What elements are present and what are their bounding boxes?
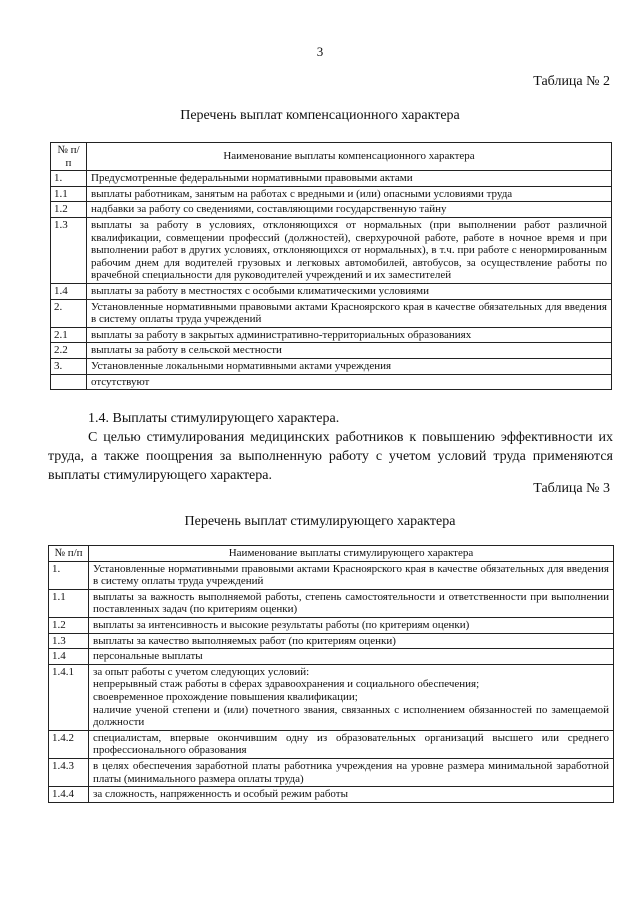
- row-text: выплаты за работу в сельской местности: [87, 343, 612, 359]
- table-stimulating: [48, 545, 614, 803]
- header-name: Наименование выплаты стимулирующего характера: [89, 546, 614, 562]
- table-row: [51, 358, 612, 374]
- row-text: выплаты за работу в местностях с особыми климатическими условиями: [87, 283, 612, 299]
- table-row: [51, 171, 612, 187]
- header-num: № п/п: [49, 546, 89, 562]
- row-num: 1.2: [49, 617, 89, 633]
- header-num: № п/п: [51, 143, 87, 171]
- table-row: [49, 664, 614, 730]
- table-row: [49, 589, 614, 617]
- row-line: за опыт работы с учетом следующих условий:: [93, 665, 310, 678]
- row-text: Установленные нормативными правовыми актами Красноярского края в качестве обязательных для введения в систему оплаты труда учреждений: [89, 561, 614, 589]
- row-num: 3.: [51, 358, 87, 374]
- row-text: выплаты за работу в закрытых административно-территориальных образованиях: [87, 327, 612, 343]
- row-line: непрерывный стаж работы в сферах здравоохранения и социального обеспечения;: [93, 678, 480, 691]
- row-num: 1.2: [51, 202, 87, 218]
- page-number: 3: [316, 44, 324, 59]
- table-row: [49, 787, 614, 803]
- row-line: наличие ученой степени и (или) почетного звания, связанных с исполнением обязанностей по замещаемой должности: [93, 703, 609, 729]
- row-num: 1.1: [49, 589, 89, 617]
- row-line: своевременное прохождение повышения квалификации;: [93, 690, 358, 703]
- table-row: [51, 186, 612, 202]
- table-row: [49, 730, 614, 758]
- table-row: [49, 758, 614, 786]
- row-num: 2.1: [51, 327, 87, 343]
- table3-title: Перечень выплат стимулирующего характера: [184, 514, 456, 529]
- row-text: Предусмотренные федеральными нормативными правовыми актами: [87, 171, 612, 187]
- section-paragraph: С целью стимулирования медицинских работников к повышению эффективности их труда, а также поощрения за выполненную работу с учетом условий труда применяются выплаты стимулирующего характера.: [48, 430, 613, 483]
- row-num: 2.2: [51, 343, 87, 359]
- row-num: 1.: [49, 561, 89, 589]
- section-heading: 1.4. Выплаты стимулирующего характера.: [88, 411, 340, 426]
- table2-label: Таблица № 2: [533, 74, 610, 89]
- row-text: выплаты за качество выполняемых работ (по критериям оценки): [89, 633, 614, 649]
- table-compensation: [50, 142, 612, 390]
- row-num: 1.3: [49, 633, 89, 649]
- table-row: [49, 617, 614, 633]
- row-num: 1.4: [51, 283, 87, 299]
- row-text: персональные выплаты: [89, 649, 614, 665]
- table3-label: Таблица № 3: [533, 481, 610, 496]
- row-text: за сложность, напряженность и особый режим работы: [89, 787, 614, 803]
- table-header-row: [49, 546, 614, 562]
- row-num: 1.: [51, 171, 87, 187]
- row-text: выплаты за интенсивность и высокие результаты работы (по критериям оценки): [89, 617, 614, 633]
- row-text: в целях обеспечения заработной платы работника учреждения на уровне размера минимальной заработной платы (минимального размера оплаты труда): [89, 758, 614, 786]
- row-num: 1.4.2: [49, 730, 89, 758]
- row-text: Установленные локальными нормативными актами учреждения: [87, 358, 612, 374]
- row-num: [51, 374, 87, 390]
- table-row: [51, 299, 612, 327]
- table-row: [51, 374, 612, 390]
- row-text: отсутствуют: [87, 374, 612, 390]
- table-row: [49, 561, 614, 589]
- header-name: Наименование выплаты компенсационного характера: [87, 143, 612, 171]
- row-num: 1.4: [49, 649, 89, 665]
- row-num: 1.4.4: [49, 787, 89, 803]
- row-text: выплаты за важность выполняемой работы, степень самостоятельности и ответственности при выполнении поставленных задач (по критериям оценки): [89, 589, 614, 617]
- table-row: [49, 633, 614, 649]
- row-num: 1.3: [51, 217, 87, 283]
- row-text: специалистам, впервые окончившим одну из образовательных организаций высшего или среднего профессионального образования: [89, 730, 614, 758]
- row-text: выплаты за работу в условиях, отклоняющихся от нормальных (при выполнении работ различной квалификации, совмещении профессий (должностей), сверхурочной работе, работе в ночное время и при выполнении работ в других условиях, отклоняющихся от нормальных), в т.ч. при работе с ненормированным рабочим днем для водителей грузовых и легковых автомобилей, автобусов, за осуществление работы по врачебной специальности для руководителей учреждений и их заместителей: [87, 217, 612, 283]
- table-row: [51, 343, 612, 359]
- row-num: 1.1: [51, 186, 87, 202]
- row-num: 2.: [51, 299, 87, 327]
- row-text: Установленные нормативными правовыми актами Красноярского края в качестве обязательных для введения в систему оплаты труда учреждений: [87, 299, 612, 327]
- table-header-row: [51, 143, 612, 171]
- row-text: надбавки за работу со сведениями, составляющими государственную тайну: [87, 202, 612, 218]
- row-text: выплаты работникам, занятым на работах с вредными и (или) опасными условиями труда: [87, 186, 612, 202]
- table2-title: Перечень выплат компенсационного характера: [180, 108, 460, 123]
- table-row: [51, 327, 612, 343]
- table-row: [49, 649, 614, 665]
- table-row: [51, 283, 612, 299]
- row-num: 1.4.1: [49, 664, 89, 730]
- table-row: [51, 202, 612, 218]
- row-num: 1.4.3: [49, 758, 89, 786]
- table-row: [51, 217, 612, 283]
- row-text: [89, 664, 614, 730]
